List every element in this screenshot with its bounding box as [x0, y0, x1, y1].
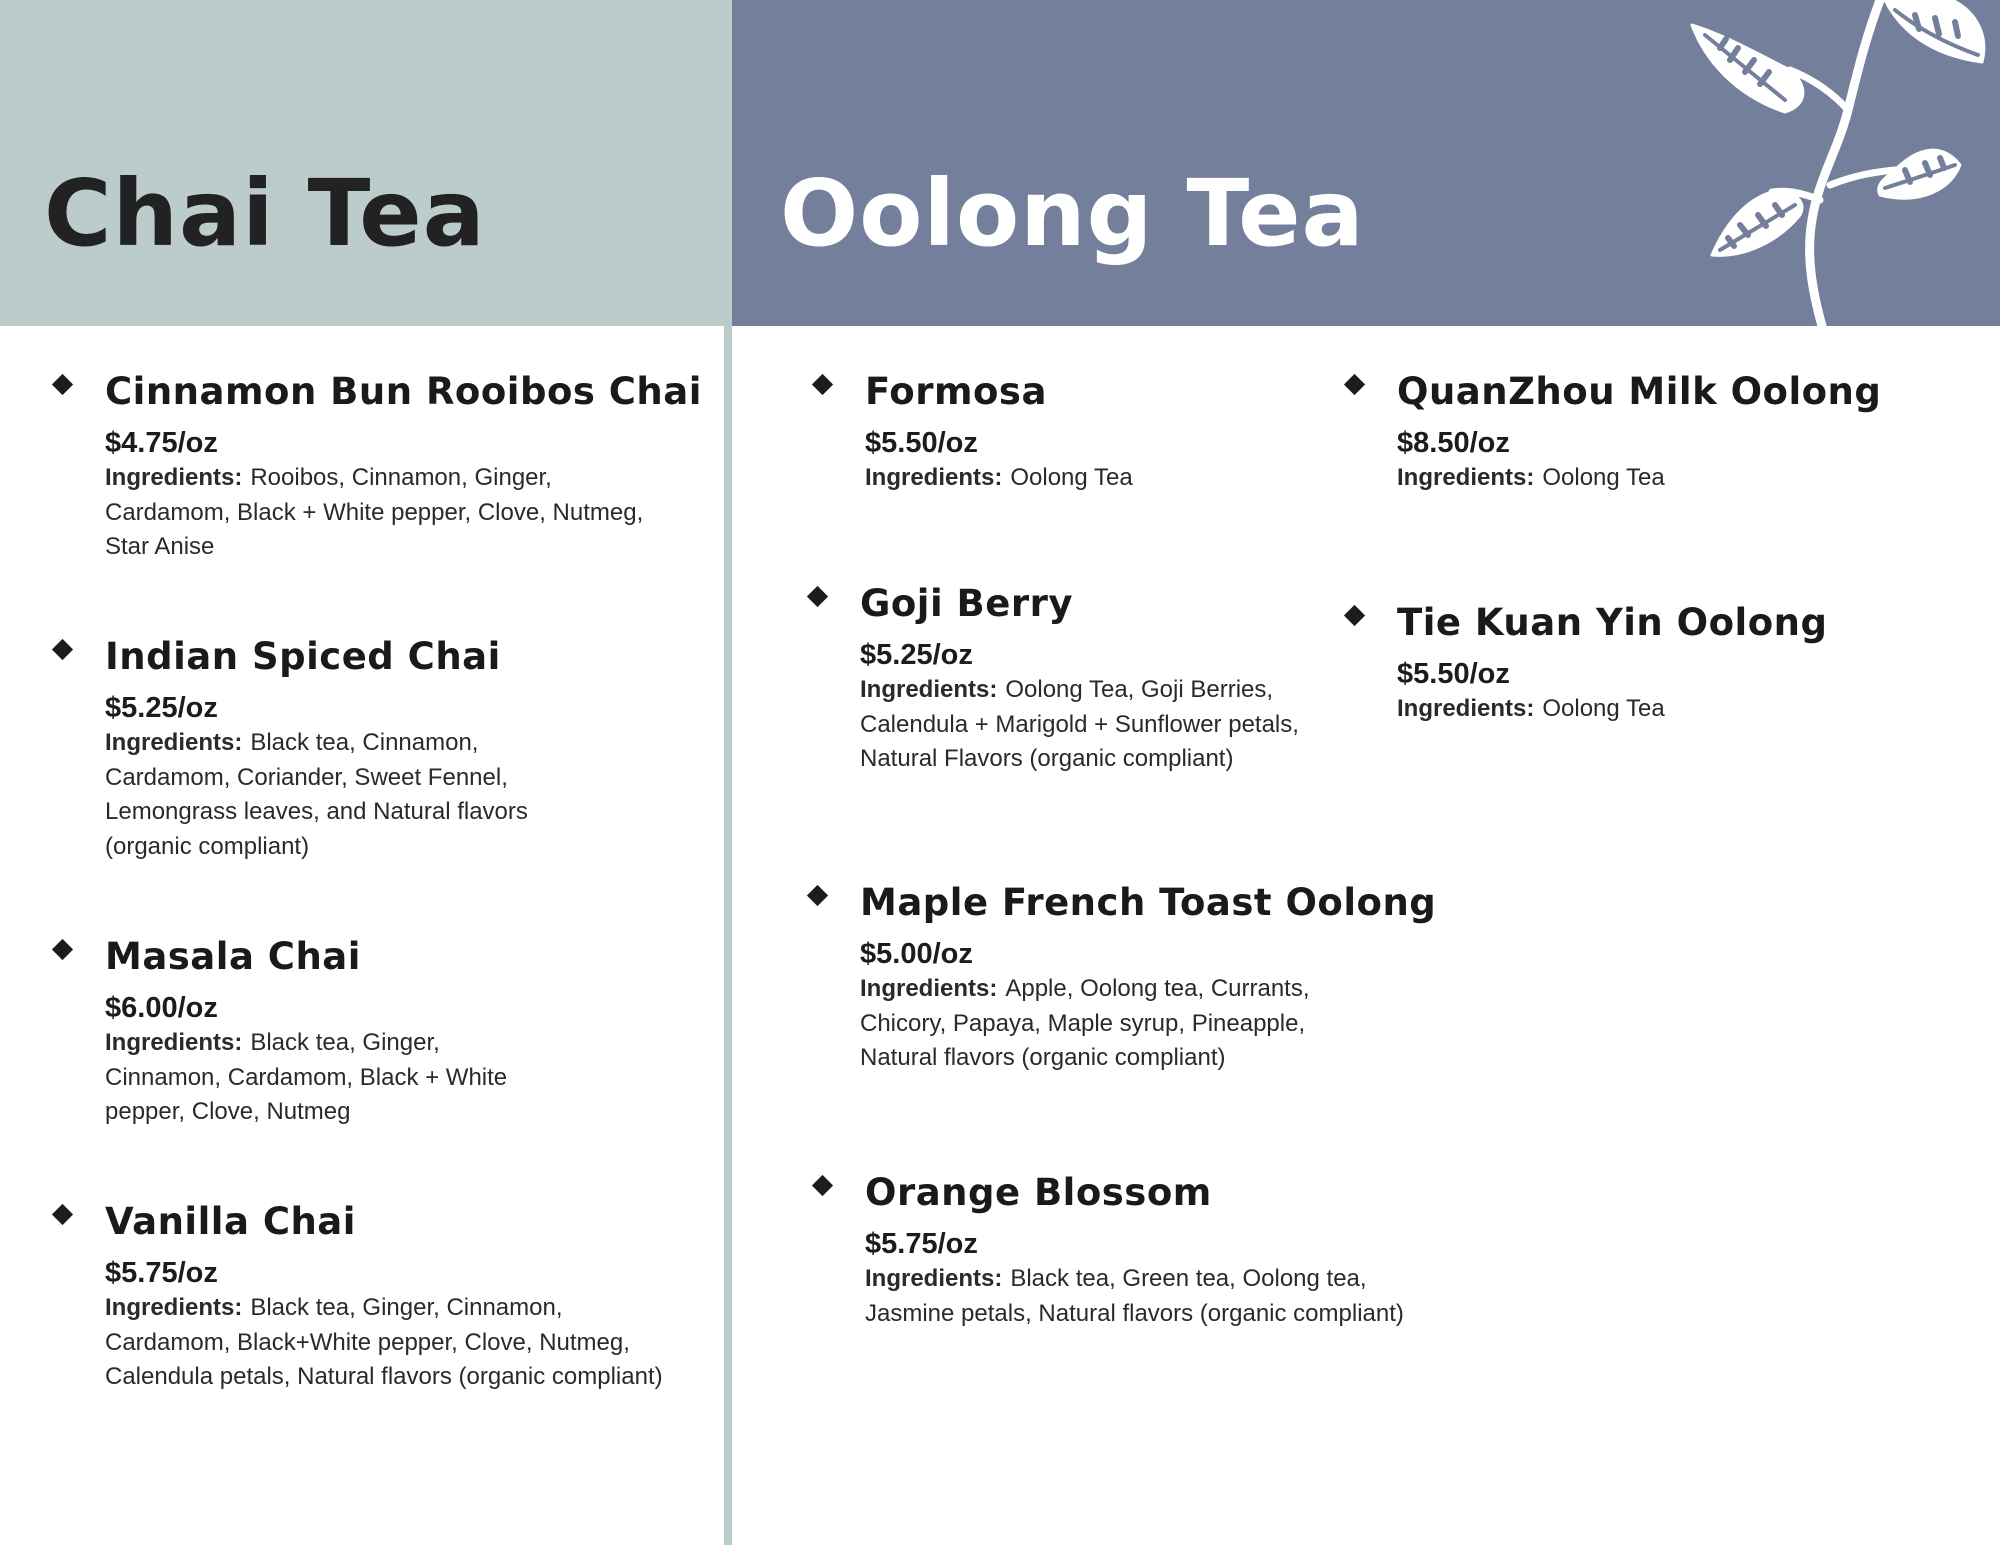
tea-price: $5.25/oz — [860, 639, 973, 671]
tea-name: QuanZhou Milk Oolong — [1397, 370, 1882, 413]
diamond-bullet-icon — [807, 885, 828, 906]
ingredients-label: Ingredients: — [105, 729, 243, 756]
oolong-header — [732, 0, 2000, 326]
tea-name: Masala Chai — [105, 935, 361, 978]
tea-ingredients — [865, 1262, 1425, 1331]
ingredients-label: Ingredients: — [1397, 464, 1535, 491]
ingredients-text: Oolong Tea — [1542, 464, 1665, 491]
tea-item — [865, 369, 1305, 496]
tea-item — [105, 1199, 665, 1395]
ingredients-text: Black tea, Green tea, Oolong tea, Jasmine petals, Natural flavors (organic compliant) — [865, 1265, 1404, 1327]
tea-price: $5.75/oz — [865, 1228, 978, 1260]
tea-ingredients — [105, 1026, 535, 1130]
column-divider — [724, 326, 732, 1545]
tea-ingredients — [860, 972, 1380, 1076]
diamond-bullet-icon — [807, 586, 828, 607]
diamond-bullet-icon — [52, 1204, 73, 1225]
ingredients-label: Ingredients: — [865, 1265, 1003, 1292]
tea-item — [105, 369, 702, 565]
ingredients-label: Ingredients: — [105, 1294, 243, 1321]
ingredients-text: Black tea, Ginger, Cinnamon, Cardamom, Black + White pepper, Clove, Nutmeg — [105, 1029, 508, 1125]
tea-price: $5.25/oz — [105, 692, 218, 724]
tea-name: Goji Berry — [860, 582, 1073, 625]
diamond-bullet-icon — [1344, 374, 1365, 395]
tea-price: $5.50/oz — [1397, 658, 1510, 690]
tea-ingredients — [105, 461, 665, 565]
tea-ingredients — [860, 673, 1300, 777]
ingredients-text: Oolong Tea — [1010, 464, 1133, 491]
chai-section-title: Chai Tea — [44, 160, 486, 267]
ingredients-label: Ingredients: — [105, 464, 243, 491]
tea-item — [860, 581, 1300, 777]
ingredients-label: Ingredients: — [860, 676, 998, 703]
tea-ingredients — [865, 461, 1305, 496]
ingredients-label: Ingredients: — [865, 464, 1003, 491]
oolong-section-title: Oolong Tea — [780, 160, 1365, 267]
tea-price: $8.50/oz — [1397, 427, 1510, 459]
diamond-bullet-icon — [812, 1175, 833, 1196]
diamond-bullet-icon — [52, 639, 73, 660]
tea-name: Tie Kuan Yin Oolong — [1397, 601, 1828, 644]
ingredients-label: Ingredients: — [860, 975, 998, 1002]
tea-item — [865, 1170, 1425, 1331]
tea-name: Maple French Toast Oolong — [860, 881, 1437, 924]
ingredients-label: Ingredients: — [1397, 695, 1535, 722]
chai-header — [0, 0, 732, 326]
ingredients-text: Apple, Oolong tea, Currants, Chicory, Papaya, Maple syrup, Pineapple, Natural flavors (organic compliant) — [860, 975, 1310, 1071]
tea-name: Cinnamon Bun Rooibos Chai — [105, 370, 702, 413]
ingredients-text: Oolong Tea — [1542, 695, 1665, 722]
tea-item — [105, 934, 535, 1130]
tea-ingredients — [105, 726, 565, 864]
tea-name: Formosa — [865, 370, 1047, 413]
diamond-bullet-icon — [52, 374, 73, 395]
tea-item — [1397, 369, 1957, 496]
tea-name: Orange Blossom — [865, 1171, 1212, 1214]
tea-price: $5.50/oz — [865, 427, 978, 459]
ingredients-text: Rooibos, Cinnamon, Ginger, Cardamom, Black + White pepper, Clove, Nutmeg, Star Anise — [105, 464, 644, 560]
tea-item — [1397, 600, 1957, 727]
tea-price: $5.75/oz — [105, 1257, 218, 1289]
tea-item — [860, 880, 1437, 1076]
tea-leaf-branch-icon — [1690, 0, 2000, 326]
tea-price: $5.00/oz — [860, 938, 973, 970]
diamond-bullet-icon — [52, 939, 73, 960]
tea-ingredients — [1397, 461, 1957, 496]
ingredients-text: Black tea, Ginger, Cinnamon, Cardamom, Black+White pepper, Clove, Nutmeg, Calendula petals, Natural flavors (organic compliant) — [105, 1294, 663, 1390]
tea-name: Indian Spiced Chai — [105, 635, 501, 678]
tea-item — [105, 634, 565, 864]
tea-price: $4.75/oz — [105, 427, 218, 459]
tea-name: Vanilla Chai — [105, 1200, 356, 1243]
ingredients-text: Oolong Tea, Goji Berries, Calendula + Marigold + Sunflower petals, Natural Flavors (organic compliant) — [860, 676, 1299, 772]
diamond-bullet-icon — [1344, 605, 1365, 626]
tea-ingredients — [1397, 692, 1957, 727]
ingredients-label: Ingredients: — [105, 1029, 243, 1056]
tea-price: $6.00/oz — [105, 992, 218, 1024]
ingredients-text: Black tea, Cinnamon, Cardamom, Coriander, Sweet Fennel, Lemongrass leaves, and Natural flavors (organic compliant) — [105, 729, 528, 860]
tea-ingredients — [105, 1291, 665, 1395]
diamond-bullet-icon — [812, 374, 833, 395]
